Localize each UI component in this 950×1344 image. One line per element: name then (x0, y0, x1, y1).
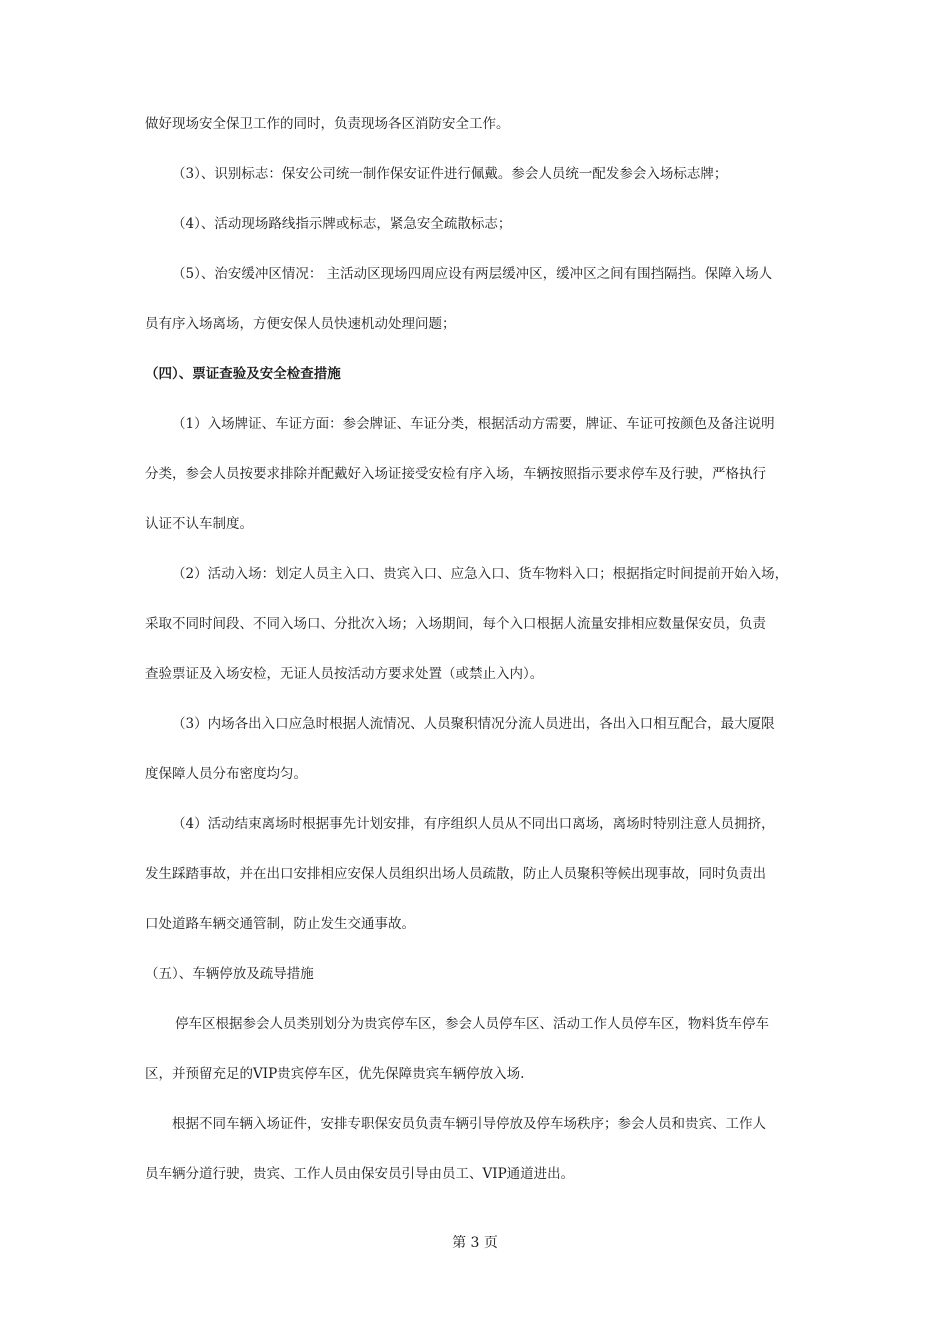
text-line: 口处道路车辆交通管制，防止发生交通事故。 (145, 916, 415, 932)
text-line: （1）入场牌证、车证方面：参会牌证、车证分类，根据活动方需要，牌证、车证可按颜色及备注说明 (172, 416, 775, 432)
text-line: （3）内场各出入口应急时根据人流情况、人员聚积情况分流人员进出，各出入口相互配合，最大厦限 (172, 716, 775, 732)
text-line: 发生踩踏事故，并在出口安排相应安保人员组织出场人员疏散，防止人员聚积等候出现事故，同时负责出 (145, 866, 766, 882)
text-line: 分类，参会人员按要求排除并配戴好入场证接受安检有序入场，车辆按照指示要求停车及行驶，严格执行 (145, 466, 766, 482)
text-line: 停车区根据参会人员类别划分为贵宾停车区，参会人员停车区、活动工作人员停车区，物料货车停车 (175, 1016, 769, 1032)
page-number: 第 3 页 (452, 1235, 498, 1251)
text-line: （2）活动入场：划定人员主入口、贵宾入口、应急入口、货车物料入口；根据指定时间提前开始入场， (172, 566, 789, 582)
text-line: 认证不认车制度。 (145, 516, 253, 532)
text-line: （4）活动结束离场时根据事先计划安排，有序组织人员从不同出口离场，离场时特别注意人员拥挤， (172, 816, 775, 832)
section-heading: （四）、票证查验及安全检查措施 (145, 366, 341, 382)
text-line: （4）、活动现场路线指示牌或标志，紧急安全疏散标志； (172, 216, 512, 232)
text-line: 根据不同车辆入场证件，安排专职保安员负责车辆引导停放及停车场秩序；参会人员和贵宾、工作人 (172, 1116, 766, 1132)
text-line: （3）、识别标志：保安公司统一制作保安证件进行佩戴。参会人员统一配发参会入场标志牌； (172, 166, 728, 182)
text-line: 员车辆分道行驶，贵宾、工作人员由保安员引导由员工、VIP通道进出。 (145, 1166, 575, 1182)
text-line: 员有序入场离场，方便安保人员快速机动处理问题； (145, 316, 456, 332)
text-line: 采取不同时间段、不同入场口、分批次入场；入场期间，每个入口根据人流量安排相应数量保安员，负责 (145, 616, 766, 632)
text-line: 度保障人员分布密度均匀。 (145, 766, 307, 782)
document-body (145, 112, 810, 1212)
text-line: 做好现场安全保卫工作的同时，负责现场各区消防安全工作。 (145, 116, 510, 132)
text-line: 区，并预留充足的VIP贵宾停车区，优先保障贵宾车辆停放入场. (145, 1066, 525, 1082)
text-line: 查验票证及入场安检，无证人员按活动方要求处置（或禁止入内）。 (145, 666, 544, 682)
section-heading: （五）、车辆停放及疏导措施 (145, 966, 314, 982)
text-line: （5）、治安缓冲区情况： 主活动区现场四周应设有两层缓冲区，缓冲区之间有围挡隔挡。保障入场人 (172, 266, 773, 282)
